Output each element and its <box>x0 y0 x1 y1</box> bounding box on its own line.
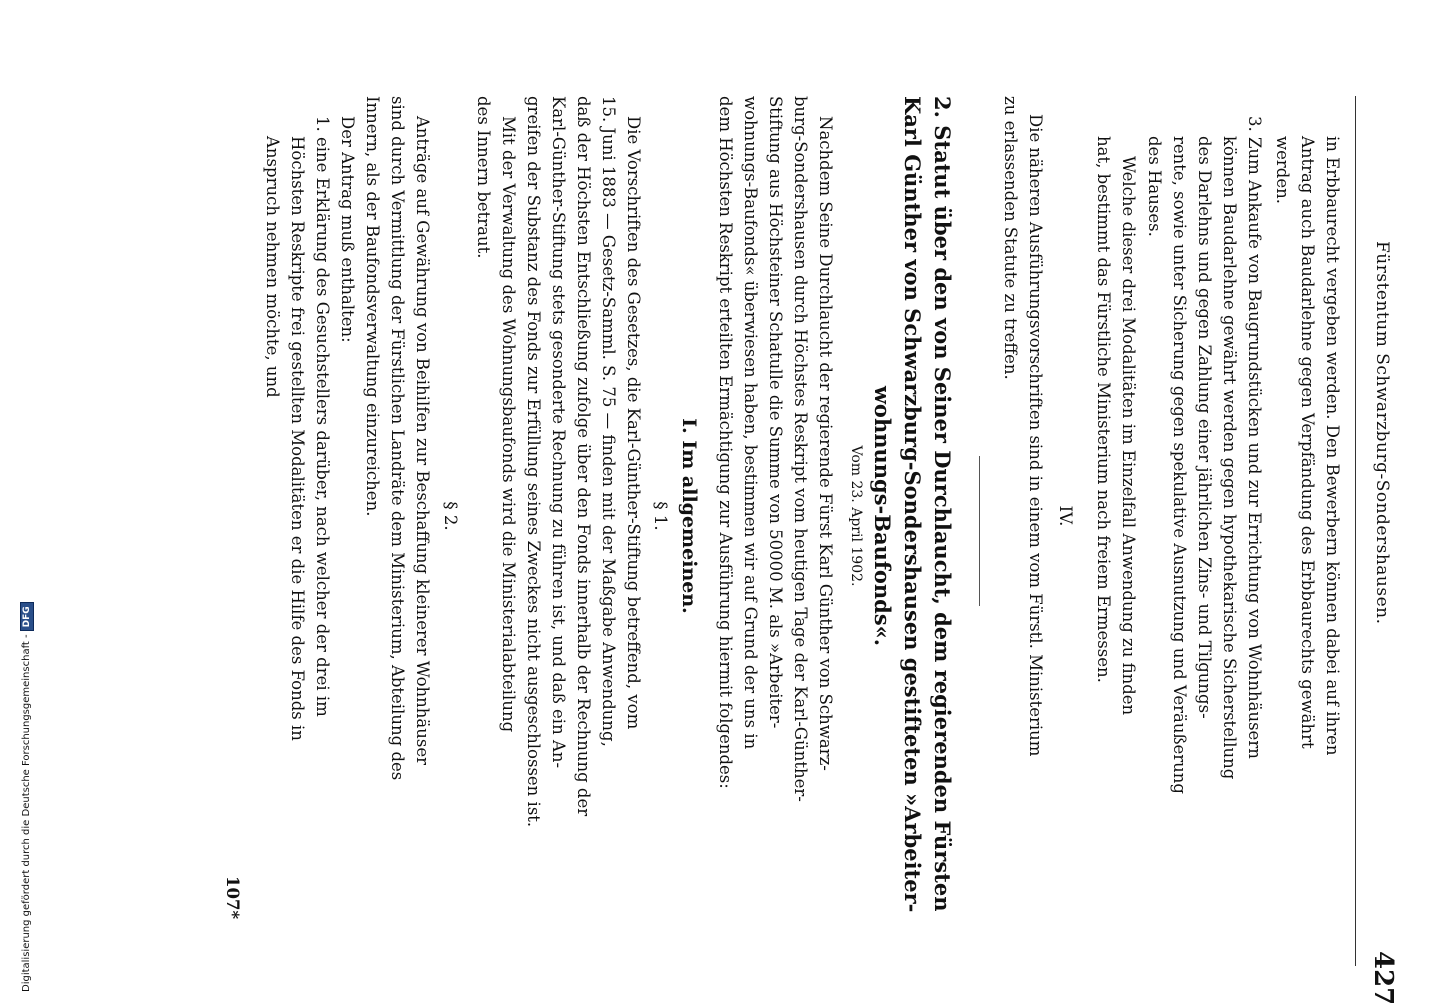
section-heading-2: § 2. <box>441 501 460 531</box>
signature-mark: 107* <box>223 876 242 920</box>
statute-title-line: 2. Statut über den von Seiner Durchlaucht, dem regierenden Fürsten <box>930 96 955 912</box>
text-line: hat, bestimmt das Fürstliche Ministerium nach freiem Ermessen. <box>1094 136 1113 683</box>
section-divider <box>979 456 980 606</box>
text-line: burg-Sondershausen durch Höchstes Reskript vom heutigen Tage der Karl-Günther- <box>791 96 810 802</box>
text-line: Innern, als der Baufondsverwaltung einzureichen. <box>363 96 382 517</box>
statute-date: Vom 23. April 1902. <box>848 445 864 587</box>
text-line: Stiftung aus Höchsteiner Schatulle die Summe von 50000 M. als »Arbeiter- <box>766 96 785 729</box>
text-line: Nachdem Seine Durchlaucht der regierende Fürst Karl Günther von Schwarz- <box>816 116 835 771</box>
text-line: wohnungs-Baufonds« überwiesen haben, bestimmen wir auf Grund der uns in <box>741 96 760 750</box>
digitization-credit <box>20 602 34 992</box>
text-line: daß der Höchsten Entschließung zufolge über den Fonds innerhalb der Rechnung der <box>574 96 593 817</box>
running-header-title: Fürstentum Schwarzburg-Sondershausen. <box>1372 241 1392 625</box>
text-line: werden. <box>1273 136 1292 204</box>
text-line: Welche dieser drei Modalitäten im Einzelfall Anwendung zu finden <box>1119 156 1138 716</box>
text-line: 15. Juni 1883 — Gesetz-Samml. S. 75 — finden mit der Maßgabe Anwendung, <box>599 96 618 747</box>
text-line: dem Höchsten Reskript erteilten Ermächtigung zur Ausführung hiermit folgendes: <box>716 96 735 789</box>
text-line: Die Vorschriften des Gesetzes, die Karl-Günther-Stiftung betreffend, vom <box>624 116 643 730</box>
text-line: 3. Zum Ankaufe von Baugrundstücken und zur Errichtung von Wohnhäusern <box>1245 116 1264 759</box>
text-line: des Innern betraut. <box>474 96 493 259</box>
text-line: zu erlassenden Statute zu treffen. <box>1001 96 1020 380</box>
part-heading: I. Im allgemeinen. <box>678 418 700 614</box>
text-line: können Baudarlehne gewährt werden gegen hypothekarische Sicherstellung <box>1220 136 1239 780</box>
text-line: sind durch Vermittlung der Fürstlichen Landräte dem Ministerium, Abteilung des <box>388 96 407 781</box>
text-line: Die näheren Ausführungsvorschriften sind in einem vom Fürstl. Ministerium <box>1026 114 1045 757</box>
statute-title-line: wohnungs-Baufonds«. <box>870 385 895 647</box>
text-line: Anspruch nehmen möchte, und <box>263 136 282 398</box>
text-line: rente, sowie unter Sicherung gegen spekulative Ausnutzung und Veräußerung <box>1170 136 1189 794</box>
section-heading-1: § 1. <box>651 501 670 531</box>
text-line: Mit der Verwaltung des Wohnungsbaufonds wird die Ministerialabteilung <box>499 116 518 733</box>
text-line: Der Antrag muß enthalten: <box>338 116 357 343</box>
text-line: Höchsten Reskripte frei gestellten Modalitäten er die Hilfe des Fonds in <box>288 136 307 741</box>
text-line: greifen der Substanz des Fonds zur Erfüllung seines Zweckes nicht ausgeschlossen ist. <box>524 96 543 828</box>
page-number: 427 <box>1368 951 1398 1005</box>
text-line: des Darlehns und gegen Zahlung einer jährlichen Zins- und Tilgungs- <box>1195 136 1214 719</box>
dfg-logo: DFG <box>20 602 34 631</box>
statute-title-line: Karl Günther von Schwarzburg-Sondershausen gestifteten »Arbeiter- <box>900 96 925 913</box>
text-line: Anträge auf Gewährung von Beihilfen zur Beschaffung kleinerer Wohnhäuser <box>413 116 432 766</box>
text-line: Karl-Günther-Stiftung stets gesonderte Rechnung zu führen ist, und daß ein An- <box>549 96 568 769</box>
rotated-document-page <box>200 36 1400 1005</box>
text-line: in Erbbaurecht vergeben werden. Den Bewerbern können dabei auf ihren <box>1323 136 1342 756</box>
credit-text: Digitalisierung gefördert durch die Deutsche Forschungsgemeinschaft - <box>21 634 32 992</box>
header-rule <box>1355 96 1356 966</box>
text-line: Antrag auch Baudarlehne gegen Verpfändung des Erbbaurechts gewährt <box>1298 136 1317 749</box>
section-heading-iv: IV. <box>1056 505 1075 527</box>
list-item: 1. eine Erklärung des Gesuchstellers darüber, nach welcher der drei im <box>313 116 332 717</box>
text-line: des Hauses. <box>1145 136 1164 237</box>
